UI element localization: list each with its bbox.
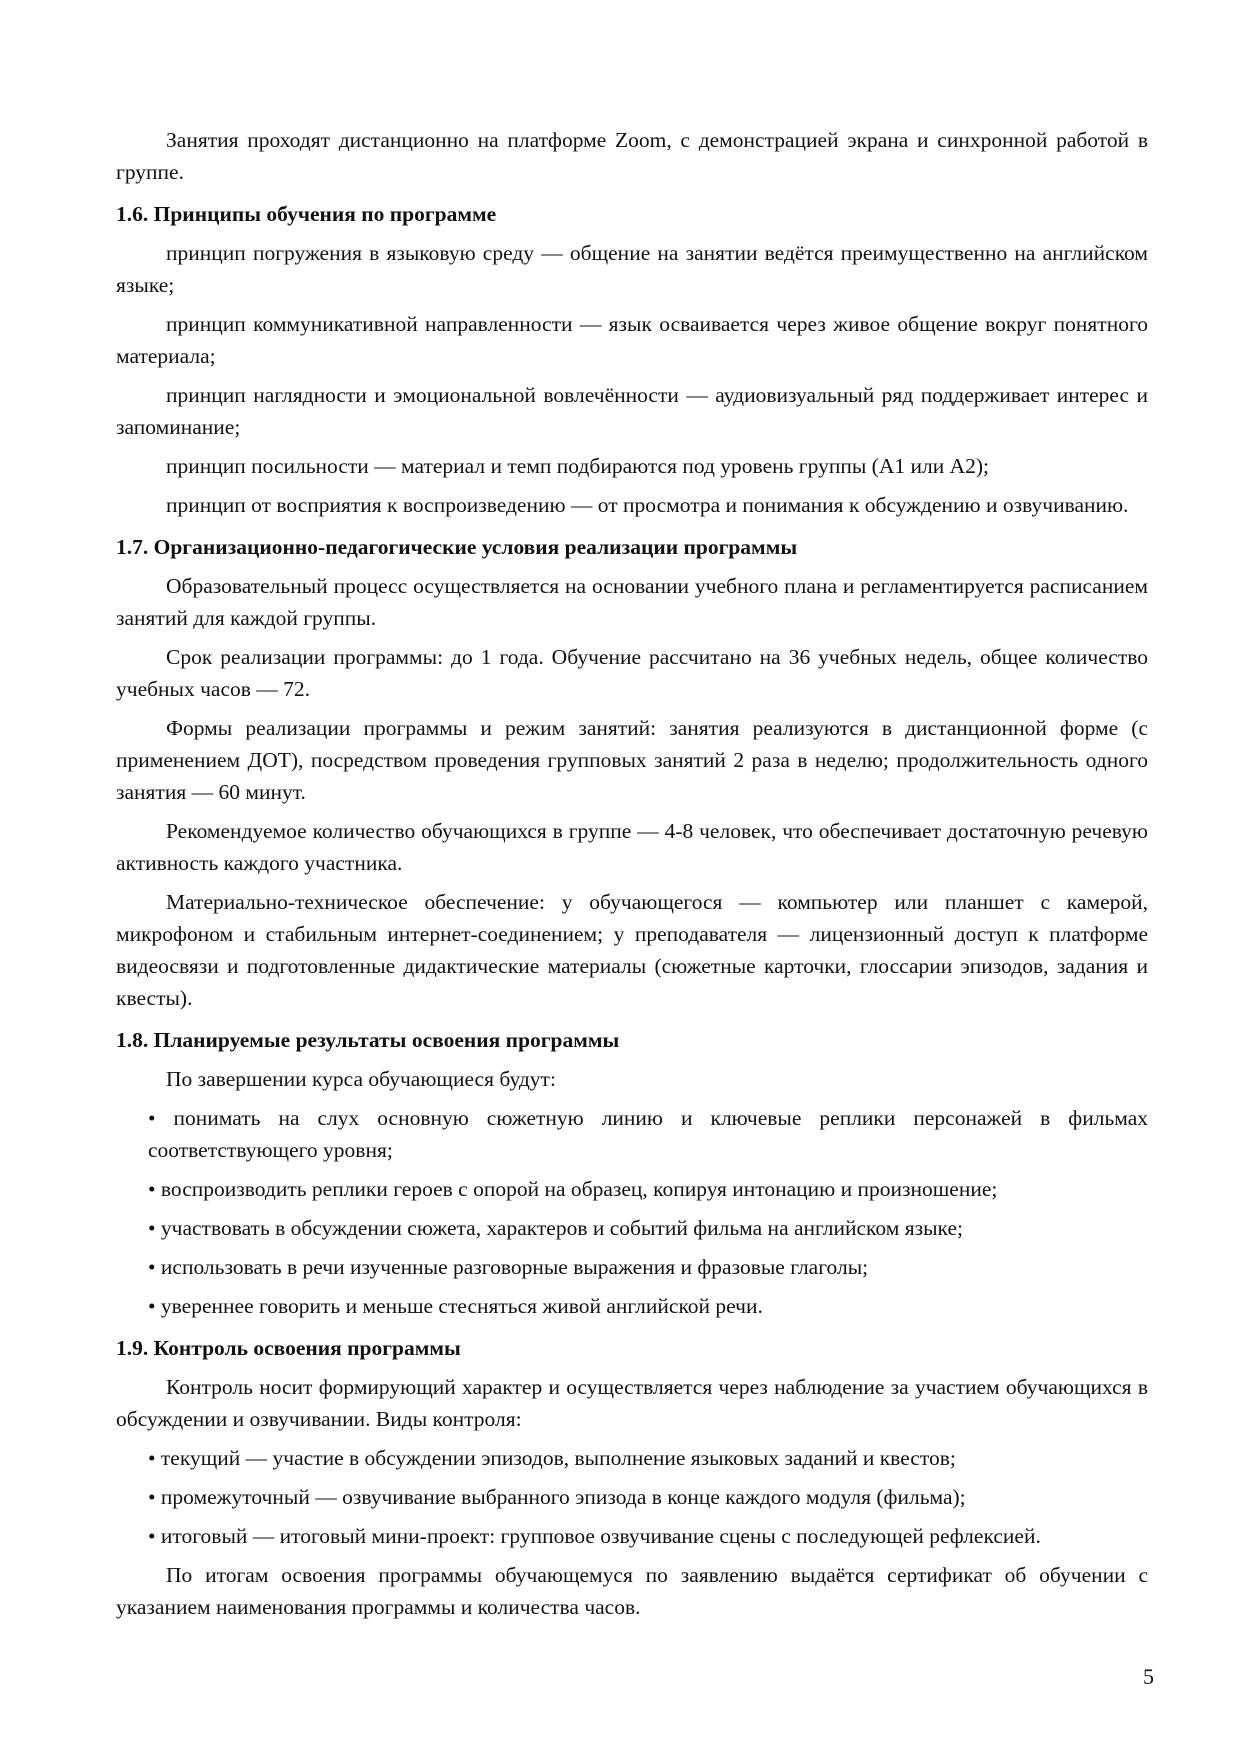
bullet-item <box>148 1102 1148 1166</box>
bullet-text: увереннее говорить и меньше стесняться живой английской речи. <box>160 1294 763 1318</box>
bullet-item <box>148 1481 1148 1513</box>
bullet-item <box>148 1290 1148 1322</box>
paragraph: принцип наглядности и эмоциональной вовлечённости — аудиовизуальный ряд поддерживает интерес и запоминание; <box>116 383 1148 439</box>
bullet-item <box>148 1212 1148 1244</box>
document-page <box>116 124 1148 1630</box>
bullet-icon: • <box>148 1255 156 1279</box>
paragraph: Формы реализации программы и режим занятий: занятия реализуются в дистанционной форме (с применением ДОТ), посредством проведения групповых занятий 2 раза в неделю; продолжительность одного занятия — 60 минут. <box>116 716 1148 804</box>
section-results <box>116 1024 1148 1322</box>
bullet-text: промежуточный — озвучивание выбранного эпизода в конце каждого модуля (фильма); <box>160 1485 966 1509</box>
bullet-icon: • <box>148 1446 156 1470</box>
bullet-text: текущий — участие в обсуждении эпизодов, выполнение языковых заданий и квестов; <box>160 1446 956 1470</box>
closing-paragraph: По итогам освоения программы обучающемуся по заявлению выдаётся сертификат об обучении с указанием наименования программы и количества часов. <box>116 1563 1148 1619</box>
bullet-text: итоговый — итоговый мини-проект: групповое озвучивание сцены с последующей рефлексией. <box>160 1524 1041 1548</box>
section-heading: 1.7. Организационно-педагогические условия реализации программы <box>116 535 798 559</box>
paragraph: Срок реализации программы: до 1 года. Обучение рассчитано на 36 учебных недель, общее количество учебных часов — 72. <box>116 645 1148 701</box>
bullet-icon: • <box>148 1106 156 1130</box>
lead-paragraph: Контроль носит формирующий характер и осуществляется через наблюдение за участием обучающихся в обсуждении и озвучивании. Виды контроля: <box>116 1375 1148 1431</box>
section-conditions <box>116 531 1148 1014</box>
bullet-item <box>148 1520 1148 1552</box>
section-heading: 1.6. Принципы обучения по программе <box>116 202 497 226</box>
bullet-text: воспроизводить реплики героев с опорой на образец, копируя интонацию и произношение; <box>160 1177 998 1201</box>
paragraph: Материально-техническое обеспечение: у обучающегося — компьютер или планшет с камерой, микрофоном и стабильным интернет-соединением; у преподавателя — лицензионный доступ к платформе видеосвязи и подготовленные дидактические материалы (сюжетные карточки, глоссарии эпизодов, задания и квесты). <box>116 890 1148 1010</box>
section-heading: 1.8. Планируемые результаты освоения программы <box>116 1028 620 1052</box>
section-principles <box>116 198 1148 521</box>
bullet-text: участвовать в обсуждении сюжета, характеров и событий фильма на английском языке; <box>160 1216 963 1240</box>
bullet-item <box>148 1173 1148 1205</box>
paragraph: принцип от восприятия к воспроизведению — от просмотра и понимания к обсуждению и озвучиванию. <box>166 493 1129 517</box>
intro-paragraph: Занятия проходят дистанционно на платформе Zoom, с демонстрацией экрана и синхронной работой в группе. <box>116 128 1148 184</box>
paragraph: принцип коммуникативной направленности — язык осваивается через живое общение вокруг понятного материала; <box>116 312 1148 368</box>
bullet-icon: • <box>148 1216 156 1240</box>
paragraph: принцип посильности — материал и темп подбираются под уровень группы (А1 или А2); <box>166 454 990 478</box>
section-control <box>116 1332 1148 1623</box>
bullet-icon: • <box>148 1524 156 1548</box>
lead-paragraph: По завершении курса обучающиеся будут: <box>166 1067 556 1091</box>
bullet-icon: • <box>148 1294 156 1318</box>
bullet-icon: • <box>148 1177 156 1201</box>
section-heading: 1.9. Контроль освоения программы <box>116 1336 461 1360</box>
bullet-item <box>148 1442 1148 1474</box>
bullet-icon: • <box>148 1485 156 1509</box>
bullet-item <box>148 1251 1148 1283</box>
paragraph: принцип погружения в языковую среду — общение на занятии ведётся преимущественно на английском языке; <box>116 241 1148 297</box>
bullet-text: понимать на слух основную сюжетную линию и ключевые реплики персонажей в фильмах соответствующего уровня; <box>148 1106 1149 1162</box>
bullet-text: использовать в речи изученные разговорные выражения и фразовые глаголы; <box>160 1255 869 1279</box>
paragraph: Образовательный процесс осуществляется на основании учебного плана и регламентируется расписанием занятий для каждой группы. <box>116 574 1148 630</box>
paragraph: Рекомендуемое количество обучающихся в группе — 4-8 человек, что обеспечивает достаточную речевую активность каждого участника. <box>116 819 1148 875</box>
page-number: 5 <box>1143 1664 1154 1689</box>
